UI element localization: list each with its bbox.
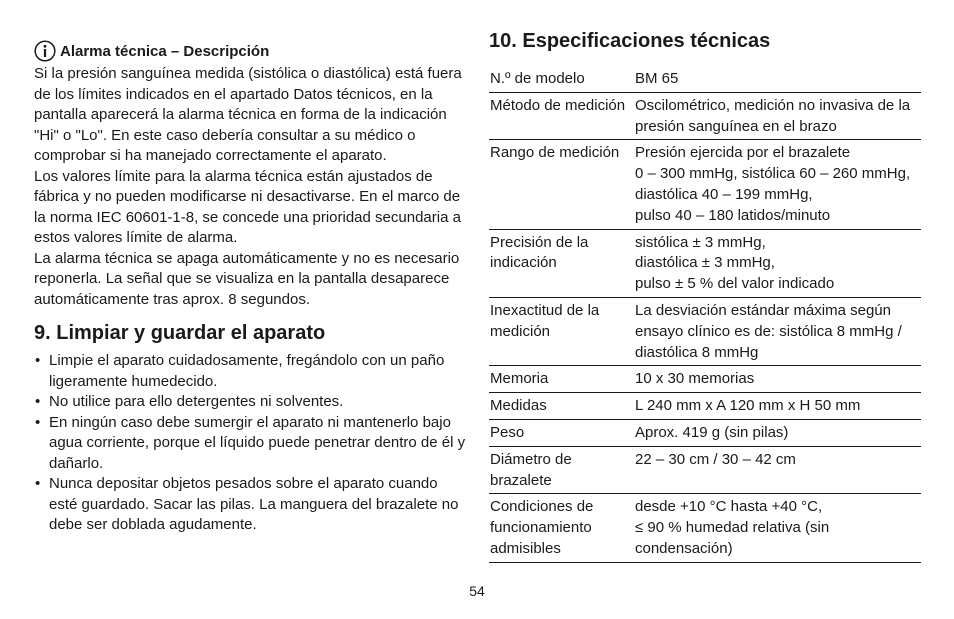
spec-value-line: diastólica 40 – 199 mmHg, [635,185,813,203]
spec-row [489,392,921,419]
spec-value: L 240 mm x A 120 mm x H 50 mm [635,397,861,415]
spec-row [489,446,921,494]
spec-label: Memoria [490,370,549,388]
right-column [489,30,921,563]
specs-section-title: 10. Especificaciones técnicas [489,30,771,52]
spec-label: Condiciones de funcionamiento admisibles [490,498,594,557]
spec-label: Medidas [490,397,547,415]
spec-value-line: diastólica ± 3 mmHg, [635,254,775,272]
spec-value [635,143,921,226]
spec-value-line: ≤ 90 % humedad relativa (sin condensación) [635,519,830,557]
alarm-paragraph-3: La alarma técnica se apaga automáticamente y no es necesario reponerla. La señal que se visualiza en la pantalla desaparece automáticamente tras aprox. 8 segundos. [34,249,460,308]
left-column [34,38,466,536]
spec-value: 22 – 30 cm / 30 – 42 cm [635,450,796,468]
spec-value [635,233,921,295]
spec-value: Oscilométrico, medición no invasiva de la presión sanguínea en el brazo [635,96,911,135]
spec-value: La desviación estándar máxima según ensayo clínico es de: sistólica 8 mmHg / diastólica 8 mmHg [635,301,902,361]
bullet-item: • Nunca depositar objetos pesados sobre el aparato cuando esté guardado. Sacar las pilas. La manguera del brazalete no debe ser doblada agudamente. [34,474,466,536]
spec-value-line: pulso 40 – 180 latidos/minuto [635,206,831,224]
spec-row [489,92,921,140]
info-circle-icon [34,40,56,62]
spec-label: Diámetro de brazalete [490,450,572,489]
bullet-item: • Limpie el aparato cuidadosamente, fregándolo con un paño ligeramente humedecido. [34,351,466,392]
spec-value: Aprox. 419 g (sin pilas) [635,423,789,441]
spec-value: 10 x 30 memorias [635,370,755,388]
alarm-heading [34,38,466,64]
spec-row [489,66,921,92]
spec-value-line: sistólica ± 3 mmHg, [635,233,766,251]
spec-label: N.º de modelo [490,70,585,87]
spec-row [489,365,921,392]
spec-row [489,297,921,365]
alarm-title: Alarma técnica – Descripción [60,42,270,60]
bullet-item: • En ningún caso debe sumergir el aparato ni mantenerlo bajo agua corriente, porque el líquido puede penetrar dentro de él y dañarlo. [34,413,466,475]
specs-table [489,66,921,563]
cleaning-section-title: 9. Limpiar y guardar el aparato [34,322,326,344]
spec-value-line: desde +10 °C hasta +40 °C, [635,498,823,516]
spec-value [635,497,921,559]
spec-value-line: pulso ± 5 % del valor indicado [635,275,835,293]
spec-value-line: Presión ejercida por el brazalete [635,144,851,162]
cleaning-bullet-list [34,351,466,536]
bullet-item: • No utilice para ello detergentes ni solventes. [34,392,466,413]
alarm-paragraph-2: Los valores límite para la alarma técnica están ajustados de fábrica y no pueden modificarse ni desactivarse. En el marco de la norma IEC 60601-1-8, se concede una prioridad secundaria a estos valores límite de alarma. [34,167,461,246]
spec-label: Método de medición [490,96,626,114]
spec-label: Peso [490,423,525,441]
page-number: 54 [469,583,485,599]
spec-row [489,229,921,297]
spec-label: Precisión de la indicación [490,233,589,272]
spec-value-line: 0 – 300 mmHg, sistólica 60 – 260 mmHg, [635,165,911,183]
alarm-paragraph-1: Si la presión sanguínea medida (sistólica o diastólica) está fuera de los límites indicados en el apartado Datos técnicos, en la pantalla aparecerá la alarma técnica en forma de la indicación "Hi" o "Lo". En este caso debería consultar a su médico o comprobar si ha manejado correctamente el aparato. [34,65,462,164]
spec-label: Inexactitud de la medición [490,301,600,340]
spec-label: Rango de medición [490,144,620,162]
spec-row [489,493,921,561]
spec-value: BM 65 [635,70,679,87]
spec-row [489,139,921,228]
spec-row [489,419,921,446]
